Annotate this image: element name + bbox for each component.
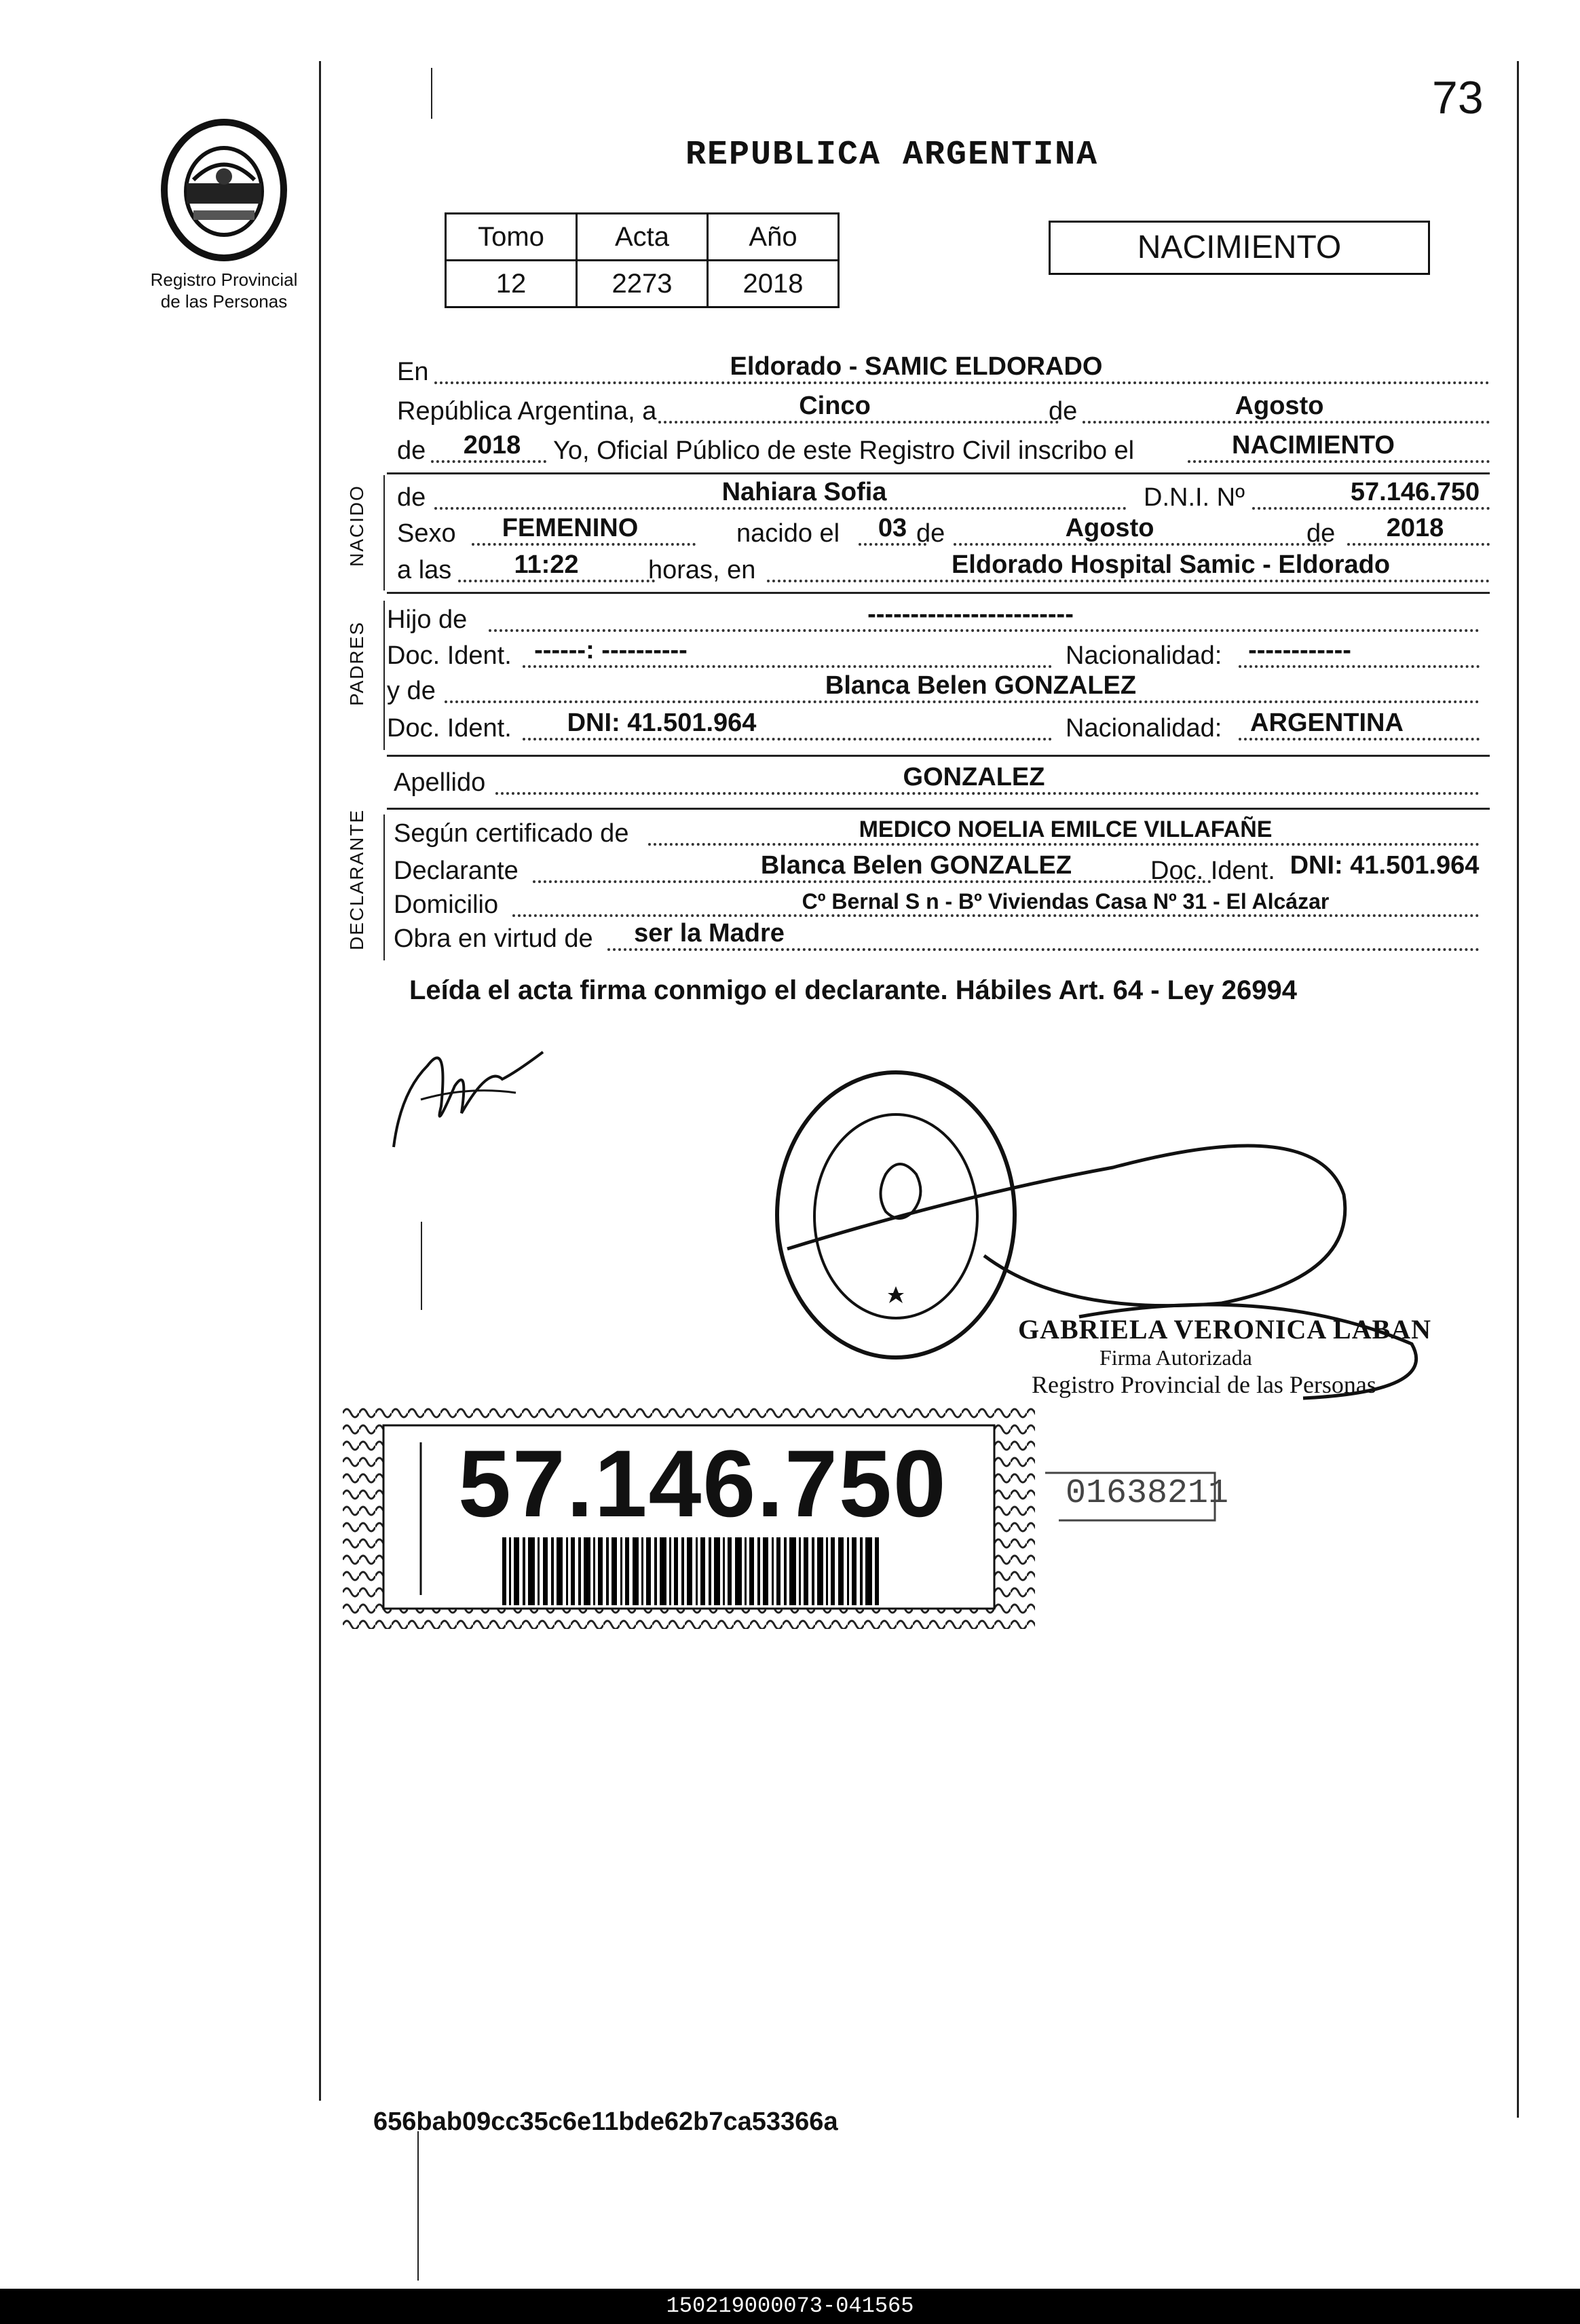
record-type-box: NACIMIENTO [1049,221,1430,275]
section-rule [387,808,1490,810]
right-margin-line [1517,61,1519,2118]
dotted-line [458,580,655,582]
certificado-value: MEDICO NOELIA EMILCE VILLAFAÑE [859,817,1273,842]
dotted-line [472,543,696,546]
dotted-line [1239,738,1480,741]
serial-number [1045,1466,1235,1527]
sexo-value: FEMENINO [502,514,639,542]
side-label-declarante: DECLARANTE [346,808,367,950]
document-title: REPUBLICA ARGENTINA [685,136,1099,174]
doc-label: Doc. Ident. [1150,857,1275,885]
section-rule [387,472,1490,474]
row-sexo [397,514,1490,554]
registry-table [445,212,840,308]
doc-label: Doc. Ident. [387,641,512,670]
side-label-padres: PADRES [346,620,367,706]
dotted-line [607,948,1480,951]
alas-label: a las [397,556,452,584]
row-certificado [387,814,1480,854]
tomo-value: 12 [446,261,577,307]
barcode [502,1537,879,1605]
section-bracket [383,601,385,750]
year-value: 2018 [463,431,521,460]
dotted-line [533,880,1211,883]
province-seal-logo [156,115,292,265]
section-bracket [383,475,385,591]
child-name: Nahiara Sofia [721,478,887,506]
official-block [1018,1313,1431,1399]
row-en [397,353,1490,392]
mother-nationality: ARGENTINA [1250,709,1404,737]
row-year [397,432,1490,471]
sexo-label: Sexo [397,519,456,548]
acta-value: 2273 [577,261,708,307]
tomo-header: Tomo [446,214,577,261]
dotted-line [489,629,1480,632]
row-nacido-name [397,479,1490,518]
serial-value: 01638211 [1066,1474,1229,1513]
birth-month: Agosto [1065,514,1154,542]
de-label: de [397,483,426,512]
closing-statement: Leída el acta firma conmigo el declarante. Hábiles Art. 64 - Ley 26994 [409,975,1297,1005]
mother-doc: DNI: 41.501.964 [567,709,757,737]
row-mother-doc [387,709,1480,749]
certificado-label: Según certificado de [394,819,629,848]
dni-label: D.N.I. Nº [1144,483,1245,512]
inner-margin-line [431,68,432,119]
declarante-value: Blanca Belen GONZALEZ [760,851,1072,880]
inner-margin-line [421,1222,422,1310]
dotted-line [445,700,1480,703]
de-label: de [916,519,945,548]
mother-name: Blanca Belen GONZALEZ [825,671,1137,700]
obra-label: Obra en virtud de [394,924,593,953]
official-name: GABRIELA VERONICA LABAN [1018,1314,1432,1345]
document-hash: 656bab09cc35c6e11bde62b7ca53366a [373,2107,838,2136]
acta-header: Acta [577,214,708,261]
side-label-nacido: NACIDO [346,485,367,567]
row-apellido [387,764,1480,803]
anio-header: Año [708,214,839,261]
section-rule [387,755,1490,757]
official-role: Firma Autorizada [1099,1345,1252,1370]
dotted-line [1083,421,1490,424]
dotted-line [523,738,1052,741]
official-office: Registro Provincial de las Personas [1032,1371,1376,1398]
dotted-line [431,460,546,463]
child-dni: 57.146.750 [1350,478,1480,506]
dotted-line [512,914,1480,917]
dotted-line [648,843,1480,846]
dotted-line [434,381,1490,384]
obra-value: ser la Madre [634,919,785,948]
nacionalidad-label: Nacionalidad: [1066,641,1222,670]
nacido-label: nacido el [736,519,840,548]
dotted-line [1239,665,1480,668]
declarante-doc: DNI: 41.501.964 [1290,851,1480,880]
dotted-line [1252,507,1490,510]
inner-margin-line [417,2131,419,2281]
footer-code: 150219000073-041565 [0,2289,1580,2324]
dotted-line [1347,543,1490,546]
en-label: En [397,358,429,386]
de-label: de [1049,397,1078,426]
father-name: ------------------------ [867,600,1074,629]
domicilio-label: Domicilio [394,891,499,919]
row-hora [397,551,1490,591]
type-value: NACIMIENTO [1232,431,1395,460]
birth-day: 03 [878,514,907,542]
dotted-line [1188,460,1490,463]
apellido-value: GONZALEZ [903,763,1045,791]
section-rule [387,592,1490,594]
section-bracket [383,814,385,960]
domicilio-value: Cº Bernal S n - Bº Viviendas Casa Nº 31 - El Alcázar [802,889,1330,914]
declarant-signature [380,1025,584,1154]
birth-year: 2018 [1386,514,1444,542]
yde-label: y de [387,677,436,705]
nacionalidad-label: Nacionalidad: [1066,714,1222,743]
anio-value: 2018 [708,261,839,307]
row-father-doc [387,637,1480,676]
day-value: Cinco [799,392,871,420]
father-nationality: ------------ [1248,636,1351,664]
sticker-dni-number: 57.146.750 [458,1430,947,1537]
dotted-line [434,507,1127,510]
dotted-line [495,792,1480,795]
doc-label: Doc. Ident. [387,714,512,743]
declarante-label: Declarante [394,857,519,885]
republica-label: República Argentina, a [397,397,657,426]
left-margin-line [319,61,321,2101]
father-doc: ------: ---------- [534,636,688,664]
apellido-label: Apellido [394,768,486,797]
hijo-label: Hijo de [387,605,468,634]
birth-place: Eldorado Hospital Samic - Eldorado [951,550,1391,579]
row-obra [387,920,1480,959]
birth-hour: 11:22 [514,550,579,579]
horas-label: horas, en [648,556,756,584]
row-mother [387,672,1480,711]
dotted-line [523,665,1052,668]
yo-label: Yo, Oficial Público de este Registro Civil inscribo el [553,436,1135,465]
row-hijo [387,601,1480,640]
month-value: Agosto [1235,392,1324,420]
row-republica [397,392,1490,432]
de-label: de [1306,519,1336,548]
dotted-line [954,543,1327,546]
de2-label: de [397,436,426,465]
page-number: 73 [1432,72,1484,124]
dotted-line [658,421,1059,424]
seal-caption: Registro Provincial de las Personas [150,269,298,312]
place-value: Eldorado - SAMIC ELDORADO [730,352,1103,381]
dotted-line [767,580,1490,582]
